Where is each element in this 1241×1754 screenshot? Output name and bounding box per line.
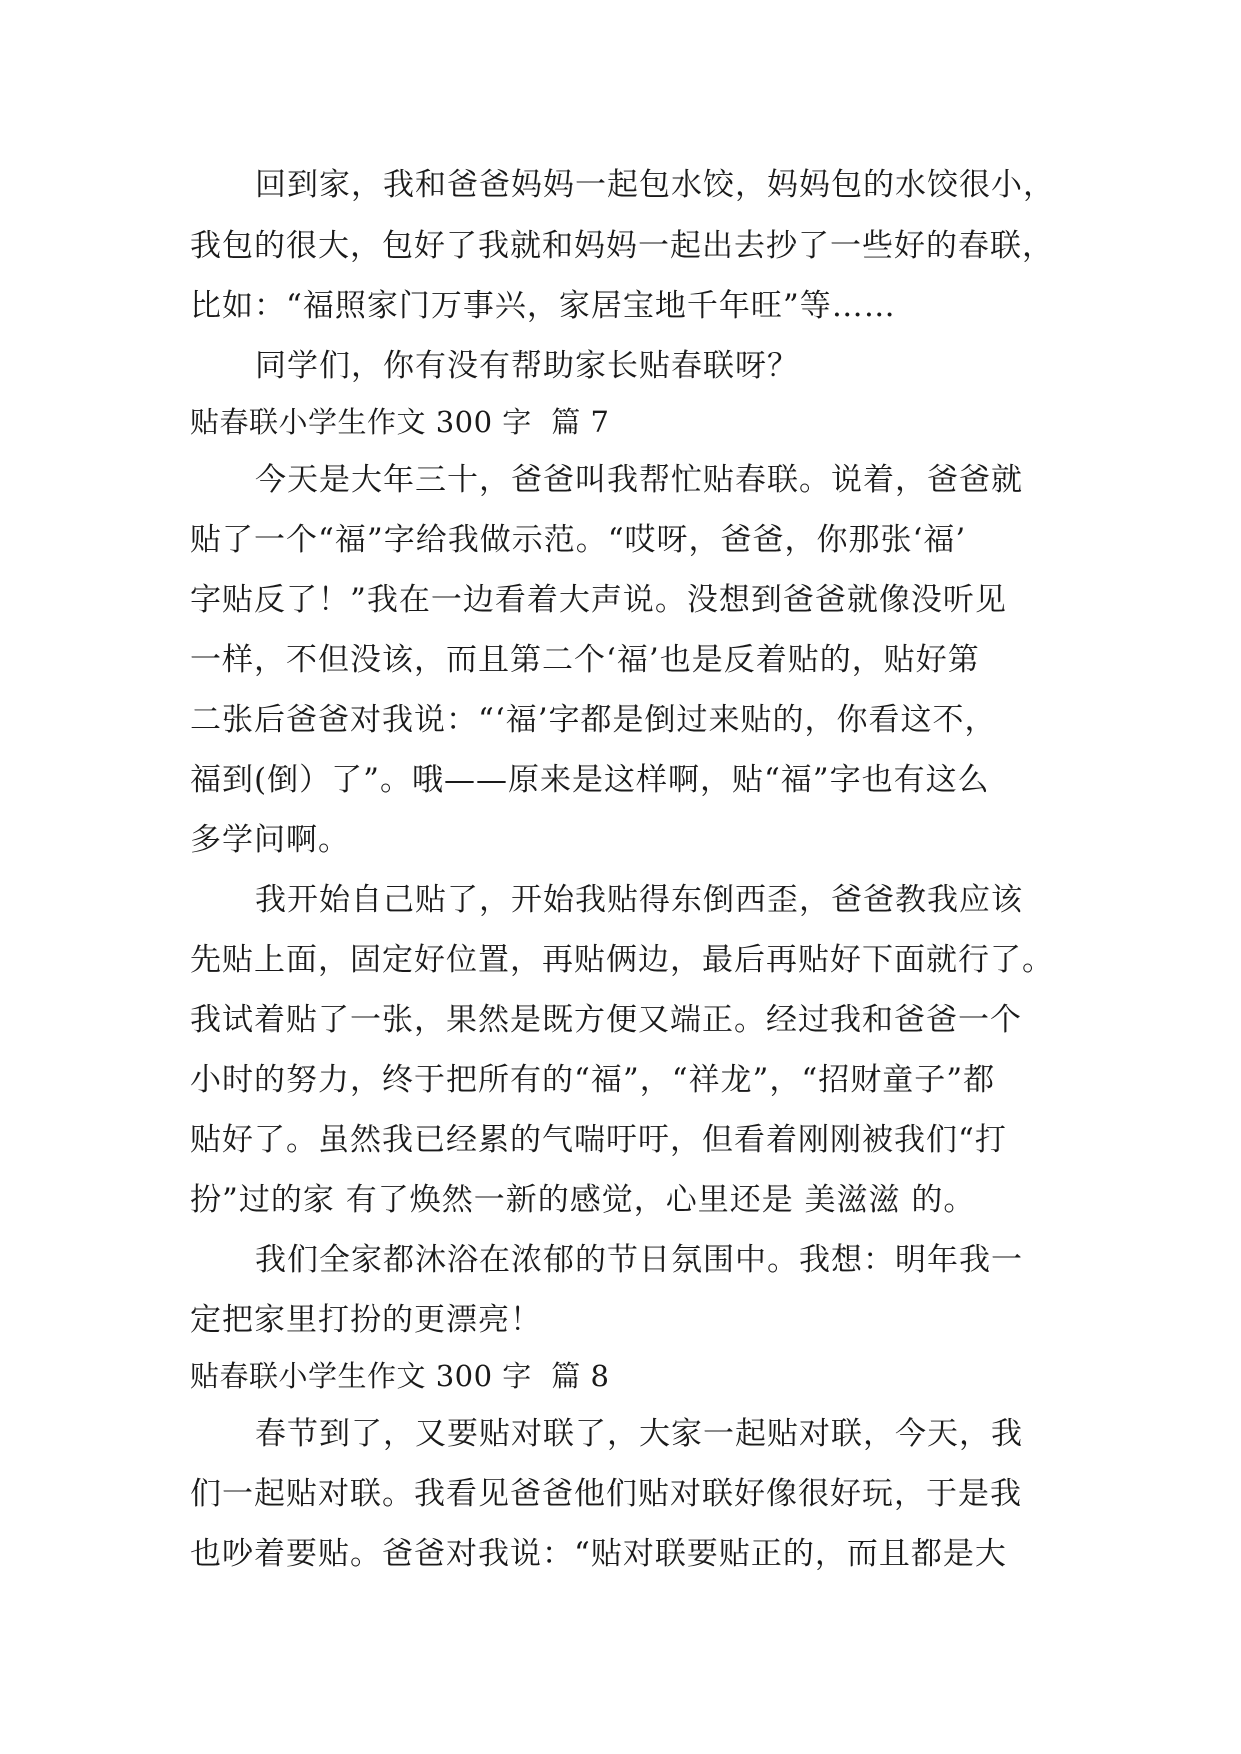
paragraph-line: 福到(倒）了”。哦——原来是这样啊，贴“福”字也有这么 bbox=[190, 762, 990, 798]
paragraph-line: 贴好了。虽然我已经累的气喘吁吁，但看着刚刚被我们“打 bbox=[190, 1122, 1007, 1158]
paragraph-line: 二张后爸爸对我说：“‘福’字都是倒过来贴的，你看这不， bbox=[190, 702, 997, 738]
paragraph-line: 先贴上面，固定好位置，再贴俩边，最后再贴好下面就行了。 bbox=[190, 942, 1054, 978]
section-heading: 贴春联小学生作文 300 字 篇 7 bbox=[190, 405, 610, 439]
paragraph-line: 比如：“福照家门万事兴，家居宝地千年旺”等…… bbox=[190, 288, 896, 324]
paragraph-line: 回到家，我和爸爸妈妈一起包水饺，妈妈包的水饺很小， bbox=[255, 167, 1055, 203]
paragraph-line: 我试着贴了一张，果然是既方便又端正。经过我和爸爸一个 bbox=[190, 1002, 1022, 1038]
paragraph-line: 春节到了，又要贴对联了，大家一起贴对联，今天，我 bbox=[255, 1416, 1023, 1452]
paragraph-line: 贴了一个“福”字给我做示范。“哎呀，爸爸，你那张‘福’ bbox=[190, 522, 967, 558]
paragraph-line: 扮”过的家 有了焕然一新的感觉，心里还是 美滋滋 的。 bbox=[190, 1182, 976, 1218]
paragraph-line: 同学们，你有没有帮助家长贴春联呀？ bbox=[255, 348, 799, 384]
paragraph-line: 今天是大年三十，爸爸叫我帮忙贴春联。说着，爸爸就 bbox=[255, 462, 1023, 498]
paragraph-line: 我们全家都沐浴在浓郁的节日氛围中。我想：明年我一 bbox=[255, 1242, 1023, 1278]
paragraph-line: 多学问啊。 bbox=[190, 822, 350, 858]
paragraph-line: 也吵着要贴。爸爸对我说：“贴对联要贴正的，而且都是大 bbox=[190, 1536, 1007, 1572]
paragraph-line: 们一起贴对联。我看见爸爸他们贴对联好像很好玩，于是我 bbox=[190, 1476, 1022, 1512]
paragraph-line: 一样，不但没该，而且第二个‘福’也是反着贴的，贴好第 bbox=[190, 642, 980, 678]
section-heading: 贴春联小学生作文 300 字 篇 8 bbox=[190, 1359, 610, 1393]
paragraph-line: 字贴反了！”我在一边看着大声说。没想到爸爸就像没听见 bbox=[190, 582, 1007, 618]
paragraph-line: 小时的努力，终于把所有的“福”，“祥龙”，“招财童子”都 bbox=[190, 1062, 996, 1098]
paragraph-line: 我开始自己贴了，开始我贴得东倒西歪，爸爸教我应该 bbox=[255, 882, 1023, 918]
paragraph-line: 定把家里打扮的更漂亮！ bbox=[190, 1302, 542, 1338]
paragraph-line: 我包的很大，包好了我就和妈妈一起出去抄了一些好的春联， bbox=[190, 228, 1054, 264]
